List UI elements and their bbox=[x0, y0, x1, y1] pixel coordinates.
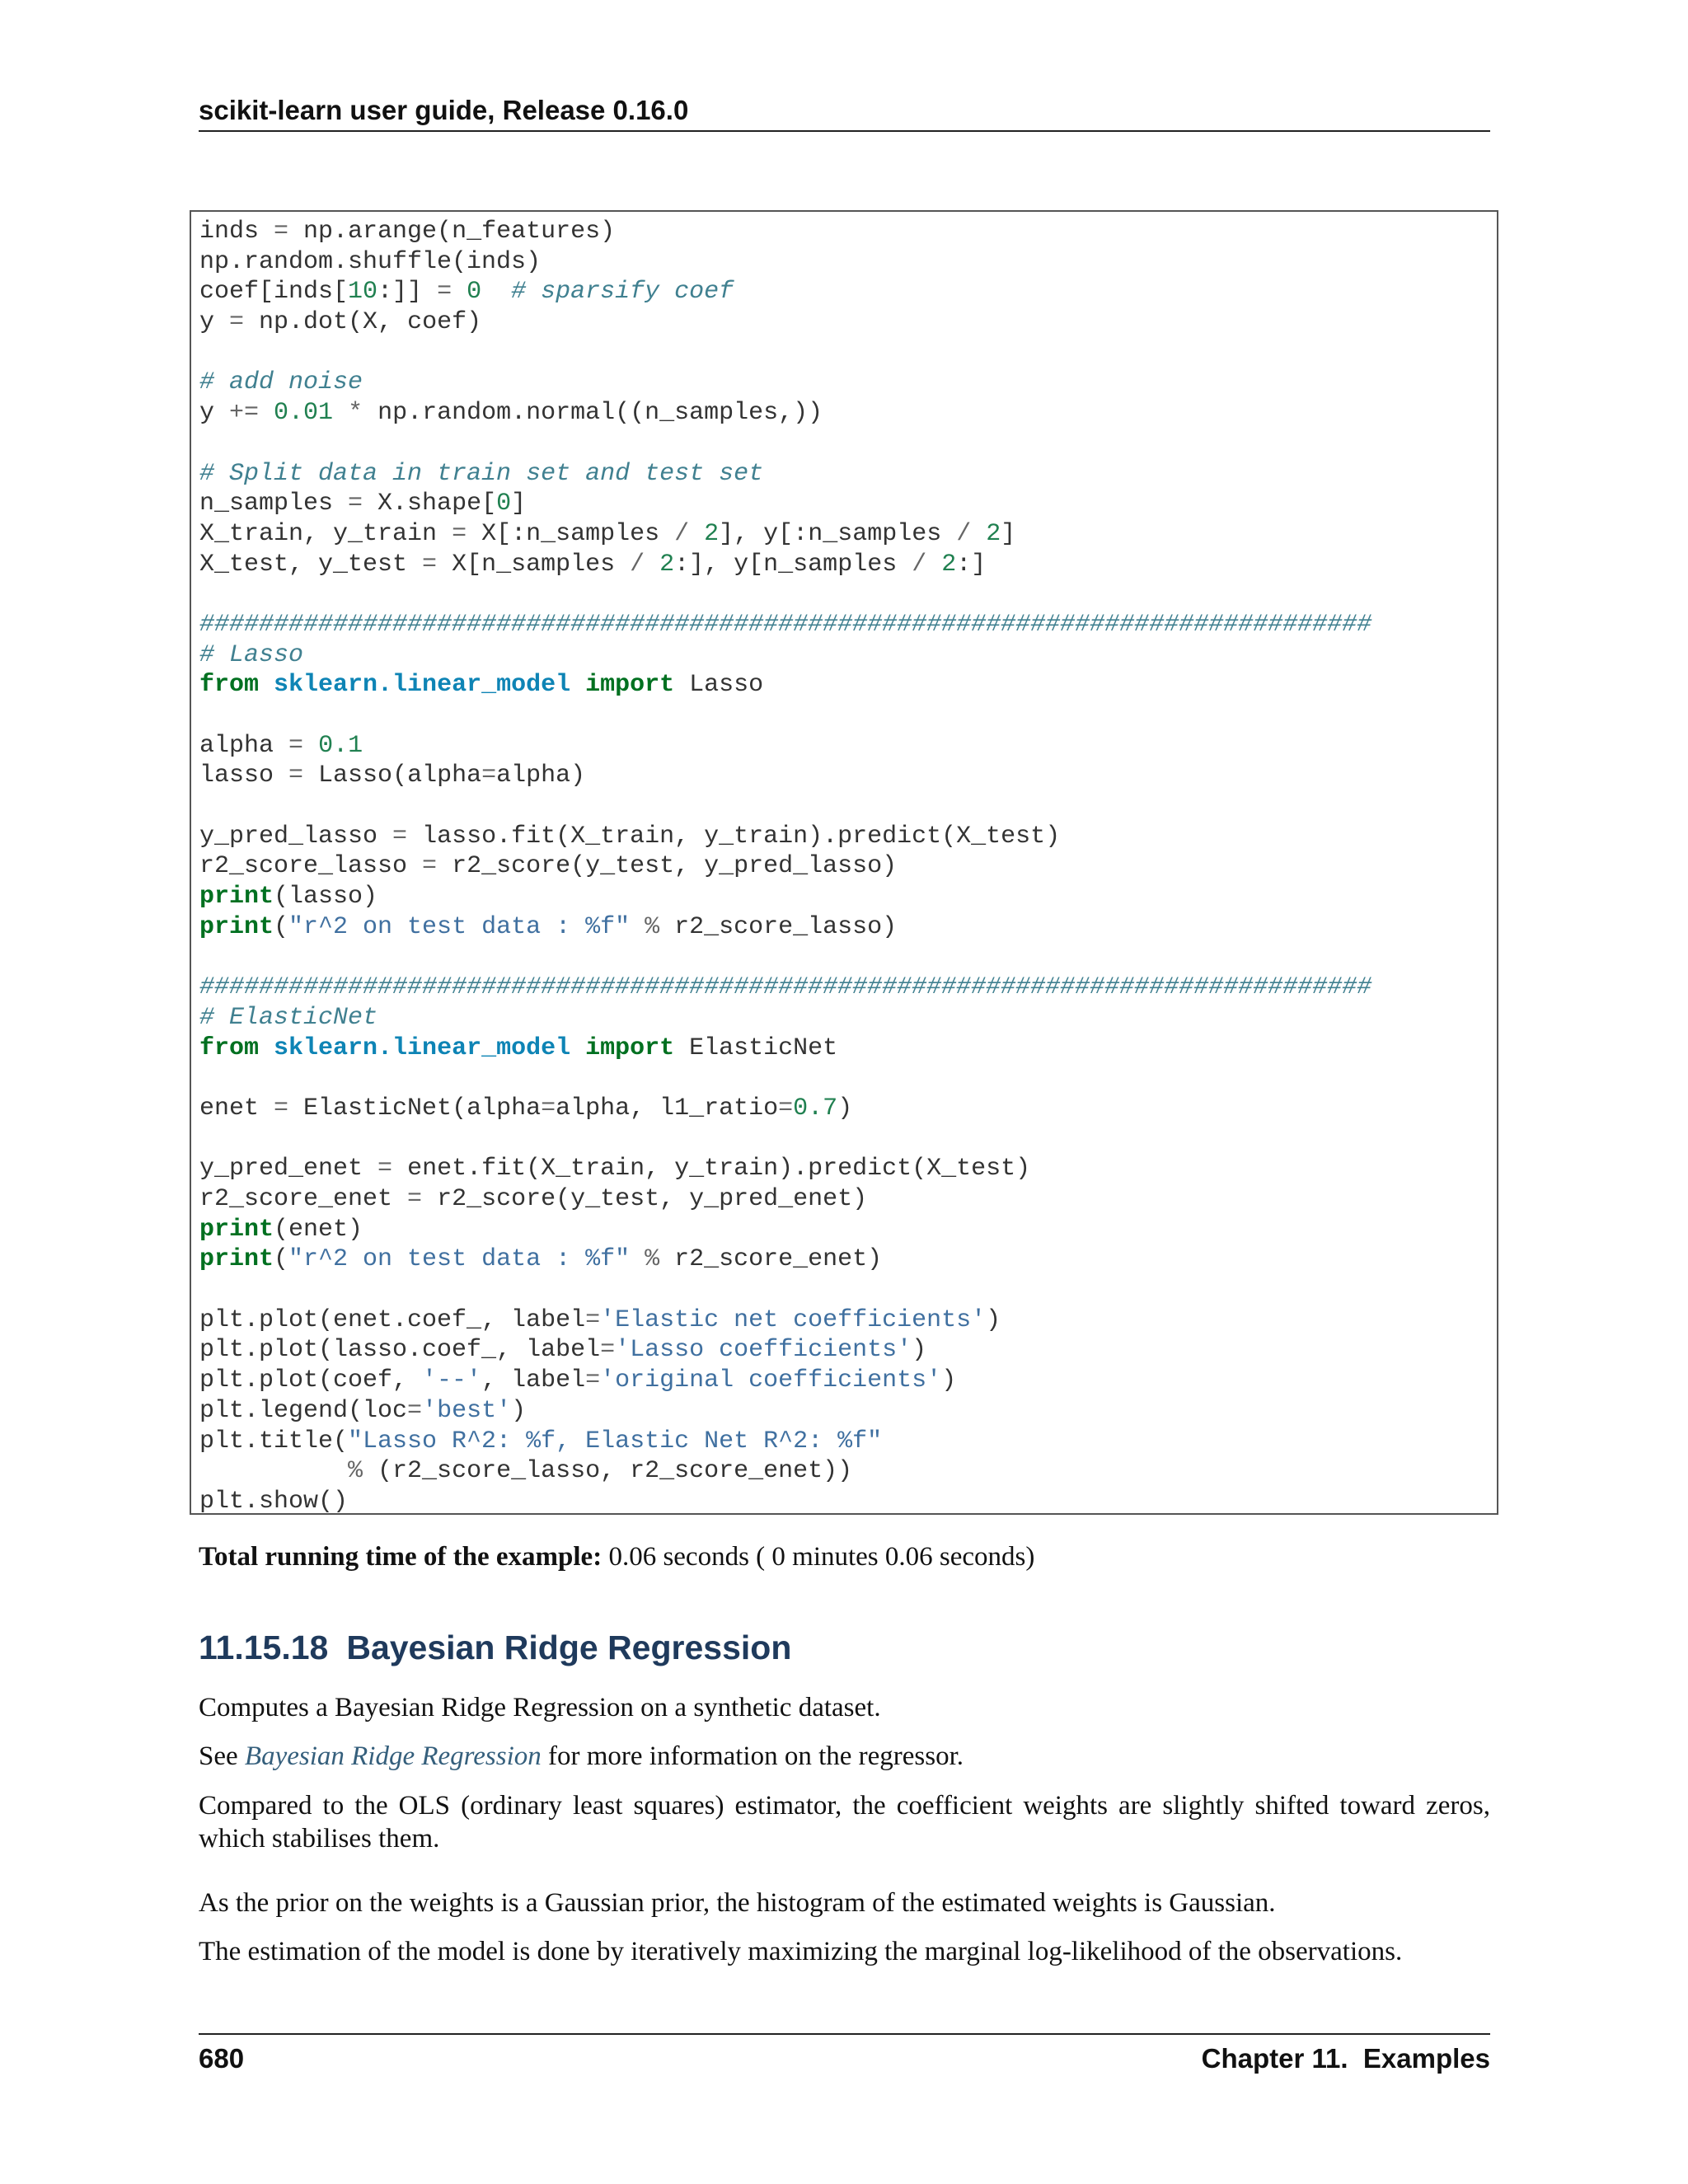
code-line bbox=[199, 822, 1372, 852]
code-token: alpha bbox=[199, 731, 289, 760]
code-token: (enet) bbox=[274, 1215, 363, 1244]
code-line bbox=[199, 791, 1372, 822]
code-token: np.random.normal((n_samples,)) bbox=[363, 399, 823, 428]
code-token bbox=[926, 551, 941, 579]
code-token bbox=[333, 399, 348, 427]
code-token bbox=[199, 1457, 348, 1485]
code-line bbox=[199, 912, 1372, 943]
code-line bbox=[199, 1456, 1372, 1487]
code-line bbox=[199, 398, 1372, 429]
code-token: = bbox=[392, 822, 408, 851]
code-token: = bbox=[229, 308, 245, 337]
code-line bbox=[199, 217, 1372, 247]
code-token: += bbox=[229, 399, 260, 428]
code-token: 0.01 bbox=[274, 399, 334, 428]
code-line bbox=[199, 1124, 1372, 1155]
code-line bbox=[199, 851, 1372, 882]
code-token: X[n_samples bbox=[437, 550, 631, 579]
code-token: 2 bbox=[941, 550, 957, 579]
code-token: :], y[n_samples bbox=[674, 550, 912, 579]
code-line bbox=[199, 1305, 1372, 1336]
code-token: y bbox=[199, 308, 230, 337]
code-token: r2_score_enet bbox=[199, 1185, 408, 1213]
code-token: ############################################################################### bbox=[199, 610, 1372, 639]
code-token: y_pred_lasso bbox=[199, 822, 393, 851]
code-token: 0.1 bbox=[318, 731, 363, 760]
code-token bbox=[971, 520, 986, 548]
code-token bbox=[630, 1245, 645, 1273]
code-line bbox=[199, 610, 1372, 640]
code-token: '--' bbox=[422, 1366, 482, 1395]
code-token: lasso bbox=[199, 762, 289, 790]
code-line bbox=[199, 882, 1372, 912]
code-token: print bbox=[199, 1245, 274, 1274]
code-token: r2_score(y_test, y_pred_lasso) bbox=[437, 852, 898, 881]
code-token: = bbox=[274, 218, 289, 246]
code-token bbox=[570, 671, 585, 699]
code-token: Lasso bbox=[674, 671, 764, 700]
code-token: sklearn.linear_model bbox=[274, 671, 571, 700]
code-line bbox=[199, 338, 1372, 368]
code-line bbox=[199, 550, 1372, 580]
code-token: 2 bbox=[659, 550, 675, 579]
code-token: / bbox=[956, 519, 972, 548]
code-line bbox=[199, 1003, 1372, 1033]
code-token: enet.fit(X_train, y_train).predict(X_test) bbox=[392, 1155, 1031, 1183]
code-token: * bbox=[348, 399, 363, 428]
code-token: print bbox=[199, 883, 274, 912]
code-line bbox=[199, 1427, 1372, 1457]
code-token: ] bbox=[1001, 519, 1016, 548]
code-token: alpha) bbox=[496, 762, 586, 790]
code-token: = bbox=[407, 1185, 423, 1213]
code-token: enet bbox=[199, 1094, 274, 1122]
code-token bbox=[689, 520, 704, 548]
code-token: print bbox=[199, 1215, 274, 1244]
code-line bbox=[199, 429, 1372, 459]
code-lines bbox=[199, 217, 1372, 1517]
code-line bbox=[199, 1335, 1372, 1366]
code-line bbox=[199, 247, 1372, 278]
code-line bbox=[199, 731, 1372, 762]
code-line bbox=[199, 701, 1372, 731]
code-token: # ElasticNet bbox=[199, 1003, 378, 1032]
code-line bbox=[199, 368, 1372, 398]
code-token: y_pred_enet bbox=[199, 1155, 378, 1183]
paragraph-intro: Computes a Bayesian Ridge Regression on a synthetic dataset. bbox=[199, 1693, 881, 1722]
code-token: ) bbox=[986, 1305, 1001, 1334]
code-line bbox=[199, 670, 1372, 701]
code-token: # sparsify coef bbox=[511, 278, 734, 307]
code-token: 10 bbox=[348, 278, 378, 307]
code-token: = bbox=[288, 762, 304, 790]
code-token bbox=[303, 732, 318, 760]
code-token: plt.show() bbox=[199, 1487, 349, 1516]
code-token: (r2_score_lasso, r2_score_enet)) bbox=[363, 1457, 853, 1486]
paragraph-estimation: The estimation of the model is done by iteratively maximizing the marginal log-likelihood of the observations. bbox=[199, 1937, 1403, 1966]
code-token: 0 bbox=[467, 278, 482, 307]
code-token bbox=[630, 913, 645, 941]
code-token: 2 bbox=[704, 519, 720, 548]
code-token: = bbox=[585, 1366, 601, 1395]
code-line bbox=[199, 972, 1372, 1003]
code-token: = bbox=[407, 1396, 423, 1425]
running-time-label: Total running time of the example: bbox=[199, 1542, 603, 1572]
code-token: ) bbox=[837, 1094, 853, 1122]
code-token: ] bbox=[511, 490, 527, 518]
code-token: = bbox=[422, 550, 438, 579]
code-token: = bbox=[377, 1155, 393, 1183]
code-line bbox=[199, 307, 1372, 338]
code-token: = bbox=[778, 1094, 794, 1122]
code-token: np.random.shuffle(inds) bbox=[199, 247, 542, 276]
code-token bbox=[570, 1034, 585, 1062]
code-token: "r^2 on test data : %f" bbox=[288, 912, 631, 941]
code-token: r2_score_lasso) bbox=[659, 912, 898, 941]
code-token: ( bbox=[274, 1245, 289, 1274]
code-token: 0 bbox=[496, 490, 512, 518]
code-line bbox=[199, 1033, 1372, 1064]
code-token: ) bbox=[511, 1396, 527, 1425]
code-line bbox=[199, 1244, 1372, 1275]
code-token: # Split data in train set and test set bbox=[199, 459, 764, 488]
code-token: print bbox=[199, 912, 274, 941]
code-token: / bbox=[630, 550, 645, 579]
code-token: = bbox=[585, 1305, 601, 1334]
paragraph-see-also bbox=[199, 1740, 1490, 1773]
code-token: X_test, y_test bbox=[199, 550, 423, 579]
code-token: import bbox=[585, 1033, 675, 1062]
code-token: np.arange(n_features) bbox=[288, 218, 616, 246]
code-token: ElasticNet bbox=[674, 1033, 838, 1062]
code-token: import bbox=[585, 671, 675, 700]
code-token: ) bbox=[941, 1366, 957, 1395]
code-token: = bbox=[422, 852, 438, 881]
code-token: / bbox=[674, 519, 690, 548]
code-token: # add noise bbox=[199, 368, 363, 397]
code-token: ( bbox=[274, 912, 289, 941]
code-token: 0.7 bbox=[793, 1094, 838, 1122]
code-token bbox=[452, 278, 467, 306]
code-line bbox=[199, 1275, 1372, 1305]
code-token: = bbox=[452, 519, 467, 548]
bayesian-ridge-link[interactable]: Bayesian Ridge Regression bbox=[244, 1741, 542, 1771]
section-heading bbox=[199, 1628, 791, 1667]
code-token: r2_score_lasso bbox=[199, 852, 423, 881]
code-token: plt.legend(loc bbox=[199, 1396, 408, 1425]
code-line bbox=[199, 519, 1372, 550]
code-token: ) bbox=[912, 1336, 927, 1365]
code-line bbox=[199, 277, 1372, 307]
code-token: Lasso(alpha bbox=[303, 762, 482, 790]
code-token bbox=[259, 671, 274, 699]
code-token: ############################################################################### bbox=[199, 973, 1372, 1002]
paragraph-gaussian-prior: As the prior on the weights is a Gaussian prior, the histogram of the estimated weights is Gaussian. bbox=[199, 1888, 1276, 1918]
code-token: / bbox=[912, 550, 927, 579]
code-token bbox=[259, 399, 274, 427]
code-token: r2_score(y_test, y_pred_enet) bbox=[422, 1185, 868, 1213]
code-token: sklearn.linear_model bbox=[274, 1033, 571, 1062]
code-token: :] bbox=[956, 550, 987, 579]
code-token: # Lasso bbox=[199, 640, 304, 669]
code-token: = bbox=[600, 1336, 616, 1365]
code-token: , label bbox=[481, 1366, 586, 1395]
code-token: r2_score_enet) bbox=[659, 1245, 883, 1274]
page-header bbox=[199, 96, 1490, 132]
code-token: = bbox=[437, 278, 452, 307]
code-token: % bbox=[645, 912, 660, 941]
paragraph-ols-comparison: Compared to the OLS (ordinary least squares) estimator, the coefficient weights are slightly shifted toward zeros, which stabilises them. bbox=[199, 1791, 1490, 1854]
code-block bbox=[190, 210, 1498, 1515]
code-token: X_train, y_train bbox=[199, 519, 452, 548]
code-token: "r^2 on test data : %f" bbox=[288, 1245, 631, 1274]
chapter-label: Chapter 11. Examples bbox=[1201, 2043, 1490, 2074]
code-line bbox=[199, 489, 1372, 519]
code-token: plt.plot(enet.coef_, label bbox=[199, 1305, 586, 1334]
section-title: Bayesian Ridge Regression bbox=[346, 1629, 792, 1666]
code-token: plt.plot(lasso.coef_, label bbox=[199, 1336, 601, 1365]
code-token: ElasticNet(alpha bbox=[288, 1094, 542, 1122]
code-token: % bbox=[645, 1245, 660, 1274]
code-token: = bbox=[348, 490, 363, 518]
code-line bbox=[199, 640, 1372, 671]
code-token: (lasso) bbox=[274, 883, 378, 912]
code-token: 'Lasso coefficients' bbox=[615, 1336, 912, 1365]
code-token: = bbox=[274, 1094, 289, 1122]
footer-rule bbox=[199, 2033, 1490, 2035]
code-token bbox=[259, 1034, 274, 1062]
code-line bbox=[199, 579, 1372, 610]
running-time-value: 0.06 seconds ( 0 minutes 0.06 seconds) bbox=[602, 1542, 1035, 1572]
code-token: = bbox=[481, 762, 497, 790]
code-token: alpha, l1_ratio bbox=[556, 1094, 779, 1122]
code-token: 'best' bbox=[422, 1396, 512, 1425]
code-line bbox=[199, 1215, 1372, 1245]
code-token bbox=[481, 278, 511, 306]
code-token: X[:n_samples bbox=[467, 519, 675, 548]
code-token: :]] bbox=[377, 278, 438, 307]
code-token: 'Elastic net coefficients' bbox=[600, 1305, 987, 1334]
code-line bbox=[199, 1184, 1372, 1215]
code-line bbox=[199, 761, 1372, 791]
code-token: plt.plot(coef, bbox=[199, 1366, 423, 1395]
code-token: np.dot(X, coef) bbox=[244, 308, 482, 337]
code-token: inds bbox=[199, 218, 274, 246]
code-token: y bbox=[199, 399, 230, 428]
code-token: = bbox=[288, 731, 304, 760]
code-token: lasso.fit(X_train, y_train).predict(X_test) bbox=[407, 822, 1061, 851]
code-line bbox=[199, 1487, 1372, 1517]
see-also-suffix: for more information on the regressor. bbox=[541, 1741, 964, 1771]
code-line bbox=[199, 1396, 1372, 1427]
running-time bbox=[199, 1540, 1034, 1573]
code-line bbox=[199, 943, 1372, 973]
header-title: scikit-learn user guide, Release 0.16.0 bbox=[199, 95, 689, 125]
code-token: from bbox=[199, 1033, 260, 1062]
code-token: = bbox=[541, 1094, 556, 1122]
page-number: 680 bbox=[199, 2043, 245, 2074]
code-line bbox=[199, 459, 1372, 490]
code-token: "Lasso R^2: %f, Elastic Net R^2: %f" bbox=[348, 1427, 883, 1455]
code-token: from bbox=[199, 671, 260, 700]
code-token: plt.title( bbox=[199, 1427, 349, 1455]
code-line bbox=[199, 1154, 1372, 1184]
code-token: 'original coefficients' bbox=[600, 1366, 942, 1395]
code-line bbox=[199, 1094, 1372, 1124]
see-also-prefix: See bbox=[199, 1741, 245, 1771]
section-number: 11.15.18 bbox=[199, 1629, 329, 1666]
code-token: coef[inds[ bbox=[199, 278, 349, 307]
code-token: ], y[:n_samples bbox=[719, 519, 957, 548]
code-line bbox=[199, 1063, 1372, 1094]
code-line bbox=[199, 1366, 1372, 1396]
code-token: X.shape[ bbox=[363, 490, 497, 518]
code-token: % bbox=[348, 1457, 363, 1486]
code-token: n_samples bbox=[199, 490, 349, 518]
code-token: 2 bbox=[986, 519, 1001, 548]
code-token bbox=[645, 551, 659, 579]
